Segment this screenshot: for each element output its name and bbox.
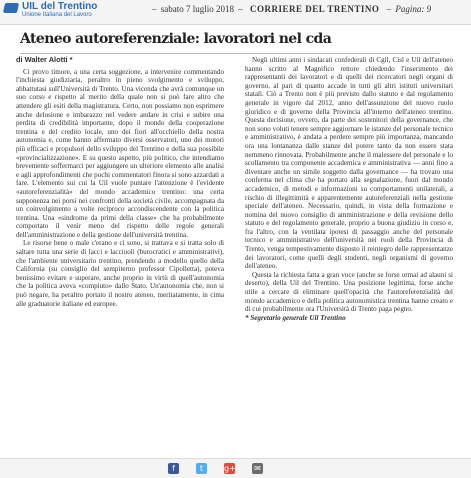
facebook-icon[interactable]: f bbox=[168, 463, 179, 474]
article-column-right bbox=[245, 56, 453, 322]
article-paragraph: Ci provo timore, a una certa soggezione, a intervenire commentando l'inchiesta giudiziaria, peraltro in pieno svolgimento e sviluppo, abbattutasi sull'Università di Trento. Una vicenda che avrà comunque un suo corso e rispetto al merito della quale non si può fare altro che attendere gli esiti della magistratura. Certo, non possiamo non esprimere anche delusione e imbarazzo nel vedere andare in crisi e subire una perdita di credibilità importante, dopo il mondo della cooperazione trentina e del credito locale, uno dei fiori all'occhiello della nostra autonomia e, come hanno affermato diversi osservatori, uno dei motori più efficaci e propulsori dello sviluppo del Trentino e della sua possibile «provincializzazione». E su questo aspetto, più politico, che intendiamo brevemente soffermarci per aggiungere un ulteriore elemento alle analisi e agli approfondimenti che pochi commentatori finora si sono azzardati a fare. L'elemento sui cui la Uil vuole puntare l'attenzione è l'evidente «autoreferenzialità» del mondo accademico trentino: una certa supponenza nei porsi nei confronti della società civile, accompagnata da un coinvolgimento a volte reciproco accondiscendente con la politica trentina. Una «sindrome da primi della classe» che ha probabilmente comportato il venir meno del rispetto delle regole generali dell'amministrazione e della gestione dell'università trentina. bbox=[16, 67, 224, 239]
masthead-dash: – bbox=[152, 4, 157, 14]
article-paragraph: Negli ultimi anni i sindacati confederali di Cgil, Cisl e Uil dell'ateneo hanno scritto al Magnifico rettore chiedendo l'inserimento dei rappresentanti dei lavoratori e di quelli dei ricercatori negli organi di governo, al pari di quanto accade in tutti gli altri istituti universitari statali. Ciò a Trento non è più previsto dallo statuto e dal regolamento generale in vigore dal 2012, anno dell'assunzione del nuovo ruolo giuridico e di governo della Provincia all'interno dell'ateneo trentino. Questa decisione, ovvero, da parte dei sostenitori della governance, che non sono voluti tenere sempre aggiornare le istanze del personale tecnico e amministrativo, è andata a perdere sempre più importanza, mancando ora una lontananza dalle stanze del potere tanto da non essere stata nemmeno rinnovata. Probabilmente anche il malessere del personale e lo scollamento tra componente accademica e amministrativa — anni fino a diventare anche un simile soggetto dalla governance — ha trovato una conferma nel clima che ha portato alla segnalazione, fuori dal mondo accademico, di metodi e informazioni su comportamenti unilaterali, a rischio di illegittimità e apparentemente autoreferenziali nella gestione speciale dell'ateneo. Necessario, quindi, in vista della formazione e nomina del nuovo consiglio di amministrazione e della revisione dello statuto e del regolamento generale, proprio a buona giudizio in corso e, fra l'altro, con la ventilata ipotesi di passaggio anche del personale tecnico e amministrativo dell'università nei ruoli della Provincia di Trento, venga tempestivamente disposto il reintegro delle rappresentanze dei lavoratori, come quelli degli studenti, negli organismi di governo dell'ateneo. bbox=[245, 56, 453, 271]
article-paragraph: Le risorse bene o male c'erano e ci sono, si trattava e si tratta solo di saltare tutta una serie di lacci e lacciuoli (burocratici e amministrativi), che l'ambiente universitario trentino, prendendo a modello quello della California (su consiglio del sempiterno professor Cipolletta), poteva benissimo evitare e superare, anche proprio in virtù di quell'autonomia che la politica aveva «compiuto» dallo Stato. Un'autonomia che, non si può negare, ha peraltro portato il nostro ateneo, meritatamente, in cima alle graduatorie italiane ed europee. bbox=[16, 239, 224, 308]
newspaper-name: CORRIERE DEL TRENTINO bbox=[250, 4, 380, 14]
author-signature: * Segretario generale Uil Trentino bbox=[245, 313, 346, 322]
logo-title: UIL del Trentino bbox=[22, 1, 98, 12]
clipping-header bbox=[0, 0, 471, 25]
googleplus-icon[interactable]: g+ bbox=[224, 464, 236, 473]
article-paragraph: Questa la richiesta fatta a gran voce (anche se forse ormai ad alauni si deserto), della Uil del Trentino. Una posizione legittima, forse anche utile a cercare di eliminare quell'opacità che l'autoreferenzialità del mondo accademico e della politica autonomistica trentina hanno creato e di cui probabilmente ora l'Università di Trento paga pegno. bbox=[245, 270, 453, 314]
share-bar bbox=[0, 458, 471, 478]
article-byline: di Walter Alotti * bbox=[16, 55, 73, 64]
issue-date: sabato 7 luglio 2018 bbox=[160, 4, 234, 14]
article-column-left bbox=[16, 56, 224, 308]
logo-subtitle: Unione Italiana del Lavoro bbox=[22, 12, 92, 18]
page-number: Pagina: 9 bbox=[395, 4, 432, 14]
email-icon[interactable]: ✉ bbox=[252, 463, 263, 474]
masthead bbox=[150, 4, 431, 14]
twitter-icon[interactable]: t bbox=[196, 463, 207, 474]
masthead-dash: – bbox=[386, 4, 392, 14]
masthead-dash: – bbox=[238, 4, 243, 14]
uil-logo-icon bbox=[3, 3, 19, 13]
title-divider bbox=[20, 53, 440, 54]
article-title: Ateneo autoreferenziale: lavoratori nel cda bbox=[20, 31, 332, 47]
